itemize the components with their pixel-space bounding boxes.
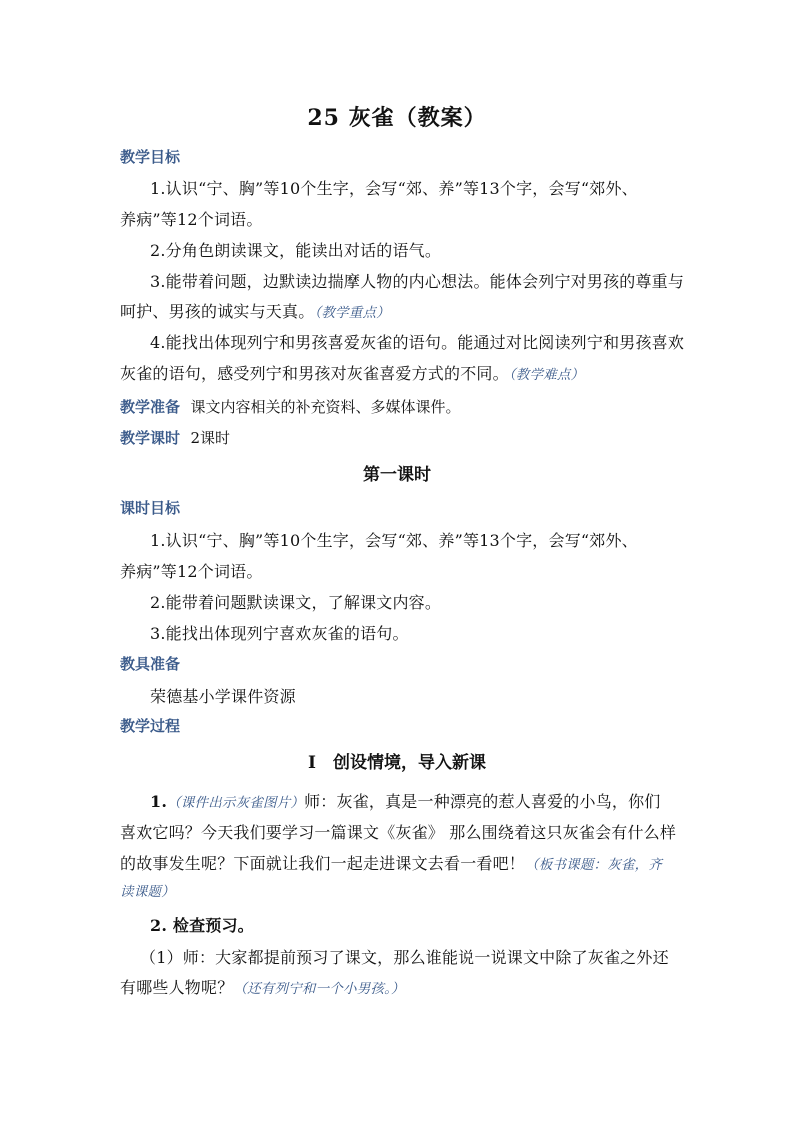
process-1-line-3	[120, 851, 662, 874]
goal-4-line-2	[120, 361, 584, 384]
process-1-text-3: 的故事发生呢？下面就让我们一起走进课文去看一看吧！	[120, 854, 526, 873]
process-2: 2. 检查预习。	[150, 916, 254, 935]
section-1-title: Ⅰ 创设情境，导入新课	[308, 753, 486, 773]
process-1-note-2: （板书课题：灰雀，齐	[525, 857, 663, 873]
prep-label: 教学准备	[120, 398, 181, 416]
heading-process: 教学过程	[120, 717, 181, 735]
goal-3-text: 呵护、男孩的诚实与天真。	[120, 302, 315, 321]
lesson-goal-1-line-1: 1.认识“宁、胸”等10个生字，会写“郊、养”等13个字，会写“郊外、	[150, 531, 638, 550]
lesson-goal-2: 2.能带着问题默读课文，了解课文内容。	[150, 593, 442, 612]
process-3-note: （还有列宁和一个小男孩。）	[233, 981, 405, 997]
heading-teaching-hours	[120, 427, 230, 448]
lesson-goal-3: 3.能找出体现列宁喜欢灰雀的语句。	[150, 624, 409, 643]
process-1-note-3: 读课题）	[120, 884, 175, 900]
process-3-line-2	[120, 975, 405, 998]
goal-4-text: 灰雀的语句，感受列宁和男孩对灰雀喜爱方式的不同。	[120, 364, 509, 383]
process-1-note-1: （课件出示灰雀图片）	[167, 795, 305, 811]
heading-tools: 教具准备	[120, 655, 181, 673]
goal-1-line-2: 养病”等12个词语。	[120, 210, 263, 229]
prep-text: 课文内容相关的补充资料、多媒体课件。	[190, 398, 461, 416]
heading-lesson-goals: 课时目标	[120, 499, 181, 517]
hours-text: 2课时	[190, 429, 231, 447]
goal-4-line-1: 4.能找出体现列宁和男孩喜爱灰雀的语句。能通过对比阅读列宁和男孩喜欢	[150, 333, 685, 352]
goal-4-note: （教学难点）	[508, 367, 585, 383]
process-1-line-2: 喜欢它吗？今天我们要学习一篇课文《灰雀》 那么围绕着这只灰雀会有什么样	[120, 823, 677, 842]
process-1-text-1: 师：灰雀，真是一种漂亮的惹人喜爱的小鸟，你们	[304, 792, 661, 811]
goal-3-line-2	[120, 299, 390, 322]
goal-3-line-1: 3.能带着问题，边默读边揣摩人物的内心想法。能体会列宁对男孩的尊重与	[150, 272, 685, 291]
hours-label: 教学课时	[120, 429, 181, 447]
lesson-goal-1-line-2: 养病”等12个词语。	[120, 562, 263, 581]
tools-text: 荣德基小学课件资源	[150, 687, 296, 706]
process-1-line-4	[120, 880, 175, 900]
process-1-line-1	[150, 789, 661, 812]
process-3-text-2: 有哪些人物呢？	[120, 978, 234, 997]
process-3-line-1: （1）师：大家都提前预习了课文，那么谁能说一说课文中除了灰雀之外还	[140, 948, 669, 967]
goal-3-note: （教学重点）	[314, 305, 390, 321]
goal-2: 2.分角色朗读课文，能读出对话的语气。	[150, 241, 442, 260]
lesson-1-title: 第一课时	[363, 465, 431, 485]
heading-teaching-goals: 教学目标	[120, 148, 181, 166]
goal-1-line-1: 1.认识“宁、胸”等10个生字，会写“郊、养”等13个字，会写“郊外、	[150, 179, 638, 198]
heading-teaching-prep	[120, 396, 460, 417]
process-1-number: 1.	[150, 792, 168, 811]
document-title: 25 灰雀（教案）	[307, 105, 487, 131]
